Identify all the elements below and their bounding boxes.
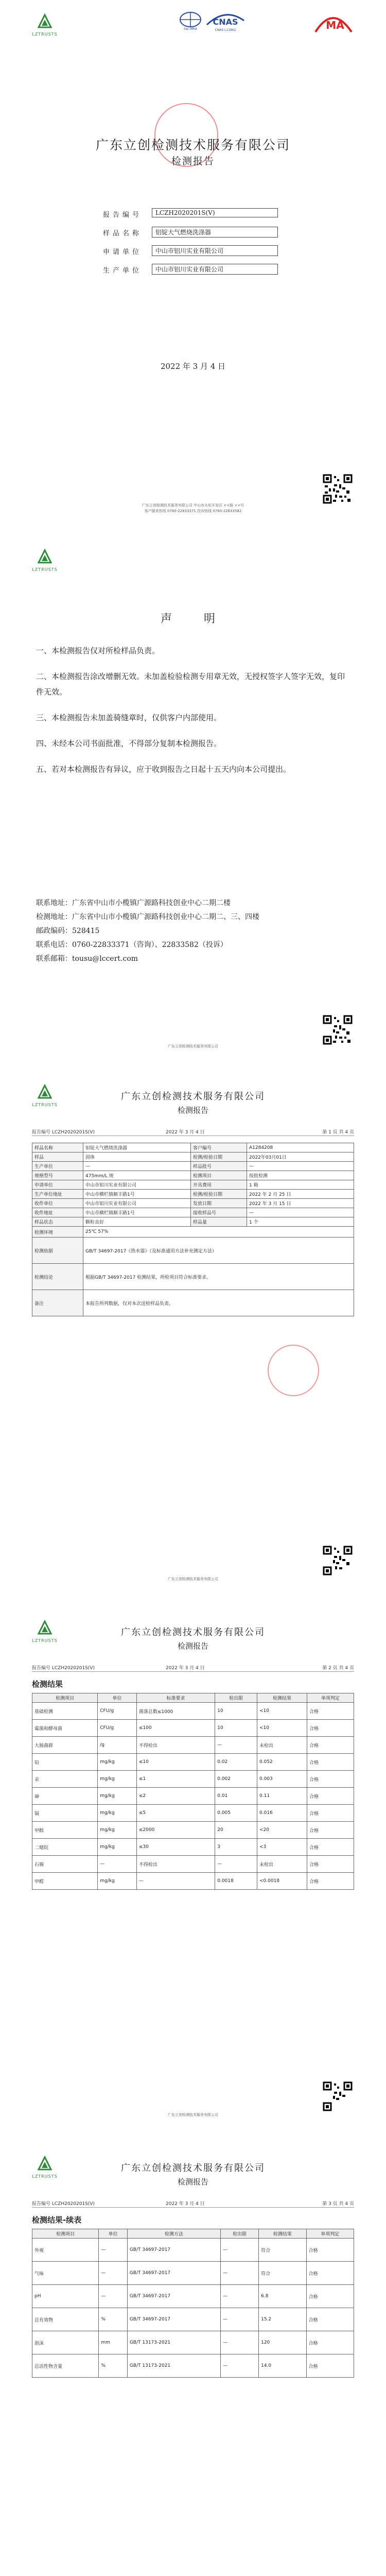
qr-code xyxy=(323,1015,353,1045)
contact-value: 广东省中山市小榄镇广源路科技创业中心二期二、三、四楼 xyxy=(72,913,259,921)
meta-report-no: 报告编号 LCZH2020201S(V) xyxy=(32,1130,95,1135)
header-title: 检测报告 xyxy=(177,1641,208,1651)
table-cell-value: GB/T 34697-2017《热水器》（及标准通用方法补充测定方法） xyxy=(83,1238,354,1264)
declaration-item: 一、本检测报告仅对所检样品负责。 xyxy=(36,646,160,655)
contact-email xyxy=(36,952,350,966)
table-cell: — xyxy=(221,2308,259,2331)
divider xyxy=(32,1671,354,1672)
field-label: 生产单位 xyxy=(103,267,143,275)
table-cell: 合格 xyxy=(307,1703,354,1720)
meta-page: 第 2 页 共 4 页 xyxy=(322,1666,354,1671)
table-cell: <10 xyxy=(257,1703,307,1720)
summary-page xyxy=(0,1082,386,1587)
logo-text: LZTRUSTS xyxy=(32,567,58,572)
table-cell: <10 xyxy=(257,1720,307,1737)
table-cell-label: 收件单位 xyxy=(32,1199,83,1208)
field-value: 中山市铝川实业有限公司 xyxy=(152,264,278,275)
table-cell-label: 检测/检验日期 xyxy=(191,1153,247,1162)
cnas-badge xyxy=(205,9,246,33)
table-cell-value: 1 箱 xyxy=(247,1180,354,1190)
cnas-number: CNAS L11862 xyxy=(215,28,236,32)
table-row xyxy=(32,2285,354,2308)
table-cell: 总有效物 xyxy=(32,2308,99,2331)
table-cell: 合格 xyxy=(307,1754,354,1771)
contact-postcode xyxy=(36,924,350,938)
table-row xyxy=(32,1720,354,1737)
report-meta xyxy=(32,2200,354,2206)
field-label: 申请单位 xyxy=(103,248,143,256)
meta-date: 2022 年 3 月 4 日 xyxy=(166,1130,205,1135)
contact-value: tousu@lccert.com xyxy=(72,955,138,963)
table-cell-label: 备注 xyxy=(32,1290,83,1316)
cnas-logo-icon xyxy=(205,9,246,33)
table-cell: 0.003 xyxy=(257,1771,307,1788)
table-cell-label: 申请单位 xyxy=(32,1180,83,1190)
table-cell: 10 xyxy=(215,1703,257,1720)
column-header: 检测项目 xyxy=(32,1693,98,1703)
table-cell: mg/kg xyxy=(98,1805,137,1822)
table-cell: 外观 xyxy=(32,2239,99,2262)
table-cell-label: 生产单位地址 xyxy=(32,1190,83,1199)
table-cell: 合格 xyxy=(307,1788,354,1805)
table-cell-value: — xyxy=(83,1162,191,1171)
ilac-globe-icon xyxy=(178,10,203,31)
table-cell: GB/T 34697-2017 xyxy=(127,2308,220,2331)
contact-phone xyxy=(36,938,350,952)
table-cell-label: 检测结论 xyxy=(32,1264,83,1290)
table-cell: 基础检测 xyxy=(32,1703,98,1720)
ma-badge xyxy=(311,11,355,34)
table-cell: 合格 xyxy=(306,2285,354,2308)
logo-text: LZTRUSTS xyxy=(32,1638,58,1643)
table-cell: — xyxy=(221,2262,259,2285)
table-cell: 甲醛 xyxy=(32,1873,98,1890)
table-cell: GB/T 34697-2017 xyxy=(127,2262,220,2285)
declaration-title: 声 明 xyxy=(160,613,225,625)
table-cell: 不得检出 xyxy=(136,1737,215,1754)
table-cell-value: 固体 xyxy=(83,1153,191,1162)
summary-table xyxy=(32,1143,354,1316)
table-cell-label: 样品批号 xyxy=(191,1162,247,1171)
table-row xyxy=(32,1171,354,1180)
lztrust-logo-icon xyxy=(36,549,54,566)
company-name: 广东立创检测技术服务有限公司 xyxy=(95,138,290,152)
table-row xyxy=(32,1190,354,1199)
results-table xyxy=(32,1693,354,1890)
meta-report-no: 报告编号 LCZH2020201S(V) xyxy=(32,1666,95,1671)
table-cell: 铅 xyxy=(32,1754,98,1771)
table-cell: — xyxy=(221,2285,259,2308)
column-header: 检测结果 xyxy=(257,1693,307,1703)
table-cell: <20 xyxy=(257,1822,307,1839)
column-header: 检出限 xyxy=(215,1693,257,1703)
column-header: 单项判定 xyxy=(307,1693,354,1703)
table-cell: 0.02 xyxy=(215,1754,257,1771)
table-cell-value: 1 个 xyxy=(247,1217,354,1227)
table-cell-label: 样品量 xyxy=(191,1217,247,1227)
table-cell: 14.0 xyxy=(259,2354,306,2378)
table-cell: 甲醇 xyxy=(32,1822,98,1839)
meta-date: 2022 年 3 月 4 日 xyxy=(166,2201,205,2207)
table-cell: ≤100 xyxy=(136,1720,215,1737)
table-cell: 未检出 xyxy=(257,1856,307,1873)
cnas-label: CNAS xyxy=(213,17,238,27)
table-cell: mg/kg xyxy=(98,1754,137,1771)
declaration-item: 三、本检测报告未加盖骑缝章时，仅供客户内部使用。 xyxy=(36,713,222,722)
footer-line: 广东立创检测技术服务有限公司 xyxy=(168,2113,218,2117)
table-cell: 合格 xyxy=(307,1771,354,1788)
contact-test-address xyxy=(36,910,350,924)
column-header: 单位 xyxy=(98,1693,137,1703)
table-cell-value: 2022年03月01日 xyxy=(247,1153,354,1162)
footer-line: 广东立创检测技术服务有限公司 中山市火炬开发区 ××路 ××号 xyxy=(142,503,244,507)
table-cell: 合格 xyxy=(307,1805,354,1822)
table-cell: 合格 xyxy=(307,1873,354,1890)
table-cell: 0.005 xyxy=(215,1805,257,1822)
contact-label: 联系邮箱： xyxy=(36,955,72,963)
table-cell-value: 按批检测 xyxy=(247,1171,354,1180)
table-cell: — xyxy=(215,1856,257,1873)
ilac-badge xyxy=(178,10,203,31)
table-row xyxy=(32,1873,354,1890)
qr-code xyxy=(323,1546,353,1575)
table-cell: ≤10 xyxy=(136,1754,215,1771)
table-cell: 合格 xyxy=(307,1856,354,1873)
table-cell: 0.052 xyxy=(257,1754,307,1771)
table-cell: 泡沫 xyxy=(32,2331,99,2354)
table-cell-value: 475mm/L 规 xyxy=(83,1171,191,1180)
table-cell: 气味 xyxy=(32,2262,99,2285)
table-cell: mg/kg xyxy=(98,1771,137,1788)
table-cell: 合格 xyxy=(306,2262,354,2285)
table-cell-label: 规格型号 xyxy=(32,1171,83,1180)
column-header: 单项判定 xyxy=(306,2229,354,2239)
table-cell: mg/kg xyxy=(98,1788,137,1805)
table-row xyxy=(32,1238,354,1264)
report-date: 2022 年 3 月 4 日 xyxy=(160,362,226,371)
table-cell: 符合 xyxy=(259,2262,306,2285)
results-page xyxy=(0,1618,386,2123)
table-cell-value: A1284208 xyxy=(247,1143,354,1153)
table-cell: 合格 xyxy=(306,2354,354,2378)
header-company: 广东立创检测技术服务有限公司 xyxy=(121,2163,265,2174)
table-cell: 3 xyxy=(215,1839,257,1856)
table-row xyxy=(32,2262,354,2285)
contact-value: 广东省中山市小榄镇广源路科技创业中心二期二楼 xyxy=(72,899,231,907)
declaration-item: 五、若对本检测报告有异议，应于收到报告之日起十五天内向本公司提出。 xyxy=(36,765,291,774)
column-header: 检出限 xyxy=(221,2229,259,2239)
header-company: 广东立创检测技术服务有限公司 xyxy=(121,1091,265,1102)
table-cell: mg/kg xyxy=(98,1873,137,1890)
table-cell-label: 样品名称 xyxy=(32,1143,83,1153)
table-row xyxy=(32,1290,354,1316)
table-cell: CFU/g xyxy=(98,1703,137,1720)
table-cell: 120 xyxy=(259,2331,306,2354)
info-row-sample-name xyxy=(103,228,278,239)
declaration-item: 四、未经本公司书面批准，不得部分复制本检测报告。 xyxy=(36,739,222,748)
contact-block xyxy=(36,896,350,966)
table-cell: 20 xyxy=(215,1822,257,1839)
table-cell-label: 客户编号 xyxy=(191,1143,247,1153)
qr-code-icon xyxy=(323,474,353,504)
declaration-page xyxy=(0,546,386,1051)
qr-code-icon xyxy=(323,1546,353,1575)
table-cell-label: 样品 xyxy=(32,1153,83,1162)
table-cell: 镉 xyxy=(32,1805,98,1822)
table-cell: ≤1 xyxy=(136,1771,215,1788)
table-row xyxy=(32,1208,354,1217)
contact-label: 联系地址： xyxy=(36,899,72,907)
table-cell: — xyxy=(221,2331,259,2354)
table-cell: — xyxy=(136,1873,215,1890)
section-heading: 检测结果 xyxy=(32,1680,63,1689)
table-cell: — xyxy=(98,1856,137,1873)
logo-text: LZTRUSTS xyxy=(32,1103,58,1107)
table-cell: — xyxy=(221,2239,259,2262)
table-cell: 汞 xyxy=(32,1771,98,1788)
table-row xyxy=(32,2331,354,2354)
column-header: 检测结果 xyxy=(259,2229,306,2239)
table-cell: 菌落总数≤1000 xyxy=(136,1703,215,1720)
column-header: 单位 xyxy=(99,2229,127,2239)
contact-label: 检测地址： xyxy=(36,913,72,921)
table-row xyxy=(32,1162,354,1171)
ma-label: MA xyxy=(326,19,344,31)
table-cell: GB/T 34697-2017 xyxy=(127,2285,220,2308)
lztrust-logo-icon xyxy=(36,13,54,31)
field-label: 样品名称 xyxy=(103,230,143,238)
field-label: 报告编号 xyxy=(103,211,143,219)
table-cell-value: 中山市横栏镇顺丰路1号 xyxy=(83,1208,191,1217)
table-cell: 霉菌和酵母菌 xyxy=(32,1720,98,1737)
table-cell: 10 xyxy=(215,1720,257,1737)
table-row xyxy=(32,1754,354,1771)
table-cell: 合格 xyxy=(307,1720,354,1737)
declaration-item: 二、本检测报告涂改增删无效。未加盖检验检测专用章无效，无授权签字人签字无效，复印件无效。 xyxy=(36,672,345,697)
table-cell-label: 发放日期 xyxy=(191,1199,247,1208)
contact-value: 0760-22833371（咨询）、22833582（投诉） xyxy=(72,941,227,949)
table-cell: 合格 xyxy=(306,2331,354,2354)
table-cell: <3 xyxy=(257,1839,307,1856)
table-cell: pH xyxy=(32,2285,99,2308)
table-cell: 合格 xyxy=(307,1737,354,1754)
table-cell: 0.016 xyxy=(257,1805,307,1822)
field-value: 铝锭大气燃烧洗涤器 xyxy=(152,227,278,238)
table-cell: mm xyxy=(99,2331,127,2354)
table-row xyxy=(32,1199,354,1208)
table-cell-label: 开具费用 xyxy=(191,1180,247,1190)
table-cell-value: 本报告所列数据，仅对本次送检样品负责。 xyxy=(83,1290,354,1316)
table-row xyxy=(32,1822,354,1839)
meta-page: 第 1 页 共 4 页 xyxy=(322,1130,354,1135)
meta-report-no: 报告编号 LCZH2020201S(V) xyxy=(32,2201,95,2207)
contact-value: 528415 xyxy=(72,927,100,935)
page-footer xyxy=(0,1044,386,1049)
table-cell-value: 铝锭大气燃烧洗涤器 xyxy=(83,1143,191,1153)
table-cell: GB/T 34697-2017 xyxy=(127,2239,220,2262)
contact-label: 联系电话： xyxy=(36,941,72,949)
table-cell-label: 检测依据 xyxy=(32,1238,83,1264)
table-cell-value: 中山市铝川实业有限公司 xyxy=(83,1180,191,1190)
section-heading: 检测结果-续表 xyxy=(32,2215,82,2225)
info-row-manufacturer xyxy=(103,265,278,276)
table-cell: 合格 xyxy=(307,1839,354,1856)
table-cell: 合格 xyxy=(307,1822,354,1839)
table-cell: CFU/g xyxy=(98,1720,137,1737)
table-cell: % xyxy=(99,2354,127,2378)
table-cell-value: 2022 年 2 月 25 日 xyxy=(247,1190,354,1199)
header-title: 检测报告 xyxy=(177,1106,208,1115)
info-row-report-no xyxy=(103,209,278,221)
field-value: 中山市铝川实业有限公司 xyxy=(152,245,278,256)
report-meta xyxy=(32,1128,354,1134)
table-row xyxy=(32,2239,354,2262)
table-cell: 0.002 xyxy=(215,1771,257,1788)
table-cell: — xyxy=(99,2285,127,2308)
table-row xyxy=(32,1737,354,1754)
header-company: 广东立创检测技术服务有限公司 xyxy=(121,1627,265,1638)
table-row xyxy=(32,1264,354,1290)
cma-logo-icon xyxy=(311,11,355,34)
table-row xyxy=(32,1217,354,1227)
table-cell-label: 生产单位 xyxy=(32,1162,83,1171)
table-cell: <0.0018 xyxy=(257,1873,307,1890)
table-cell: GB/T 13173-2021 xyxy=(127,2331,220,2354)
table-cell: 合格 xyxy=(306,2308,354,2331)
table-cell-label: 检测项目 xyxy=(191,1171,247,1180)
column-header: 检测方法 xyxy=(127,2229,220,2239)
table-cell: 合格 xyxy=(306,2239,354,2262)
table-cell: GB/T 13173-2021 xyxy=(127,2354,220,2378)
qr-code xyxy=(323,474,353,504)
table-cell-label: 检测环境 xyxy=(32,1227,83,1238)
table-cell: 砷 xyxy=(32,1788,98,1805)
meta-page: 第 3 页 共 4 页 xyxy=(322,2201,354,2207)
table-cell-value: 中山市横栏镇顺丰路1号 xyxy=(83,1190,191,1199)
table-row xyxy=(32,1143,354,1153)
table-cell: 0.11 xyxy=(257,1788,307,1805)
page-footer xyxy=(0,503,386,514)
table-cell: 0.0018 xyxy=(215,1873,257,1890)
inspection-seal-stamp xyxy=(268,1345,319,1396)
table-cell-value: 2022 年 3 月 15 日 xyxy=(247,1199,354,1208)
contact-label: 邮政编码： xyxy=(36,927,72,935)
footer-line: 客户服务热线 0760-22833371 投诉热线 0760-22833582 xyxy=(144,509,242,513)
table-cell: 6.8 xyxy=(259,2285,306,2308)
report-meta xyxy=(32,1664,354,1670)
table-cell-label: 接收样品号 xyxy=(191,1208,247,1217)
table-row xyxy=(32,1839,354,1856)
table-row xyxy=(32,1805,354,1822)
meta-date: 2022 年 3 月 4 日 xyxy=(166,1666,205,1671)
table-cell: /g xyxy=(98,1737,137,1754)
table-row xyxy=(32,1703,354,1720)
logo-text: LZTRUSTS xyxy=(32,2174,58,2179)
table-cell: mg/kg xyxy=(98,1822,137,1839)
divider xyxy=(32,2207,354,2208)
table-cell: 0.01 xyxy=(215,1788,257,1805)
footer-line: 广东立创检测技术服务有限公司 xyxy=(168,1044,218,1048)
table-row xyxy=(32,1180,354,1190)
table-cell: 二噁烷 xyxy=(32,1839,98,1856)
contact-address xyxy=(36,896,350,910)
table-cell: 总活性物含量 xyxy=(32,2354,99,2378)
info-row-applicant xyxy=(103,246,278,258)
table-cell-value: — xyxy=(247,1208,354,1217)
company-logo xyxy=(32,549,58,572)
table-cell: — xyxy=(221,2354,259,2378)
table-cell: % xyxy=(99,2308,127,2331)
table-cell-value: 中山市铝川实业有限公司 xyxy=(83,1199,191,1208)
page-footer xyxy=(0,1577,386,1582)
table-cell-value: — xyxy=(247,1162,354,1171)
table-cell: 大肠菌群 xyxy=(32,1737,98,1754)
table-row xyxy=(32,2354,354,2378)
table-cell: 未检出 xyxy=(257,1737,307,1754)
qr-code-icon xyxy=(323,1015,353,1045)
table-cell: ≤2 xyxy=(136,1788,215,1805)
logo-text: LZTRUSTS xyxy=(32,32,58,37)
qr-code xyxy=(323,2081,353,2111)
table-row xyxy=(32,1227,354,1238)
table-row xyxy=(32,1771,354,1788)
table-row xyxy=(32,1856,354,1873)
table-cell-value: 颗粒良好 xyxy=(83,1217,191,1227)
table-cell: 符合 xyxy=(259,2239,306,2262)
table-cell-value: 25℃ 57% xyxy=(83,1227,354,1238)
table-cell: 石棉 xyxy=(32,1856,98,1873)
header-title: 检测报告 xyxy=(177,2177,208,2187)
column-header: 标准要求 xyxy=(136,1693,215,1703)
company-logo xyxy=(32,13,58,37)
table-cell: 15.2 xyxy=(259,2308,306,2331)
ilac-label: ilac-MRA xyxy=(184,27,197,31)
column-header: 检测项目 xyxy=(32,2229,99,2239)
table-cell: — xyxy=(99,2262,127,2285)
footer-line: 广东立创检测技术服务有限公司 xyxy=(168,1577,218,1581)
table-cell: mg/kg xyxy=(98,1839,137,1856)
table-cell: ≤2000 xyxy=(136,1822,215,1839)
table-cell-label: 检测/检验日期 xyxy=(191,1190,247,1199)
field-value: LCZH2020201S(V) xyxy=(152,208,278,217)
results-table xyxy=(32,2229,354,2378)
table-row xyxy=(32,1788,354,1805)
table-cell-label: 样品状态 xyxy=(32,1217,83,1227)
table-cell-value: 根据GB/T 34697-2017 检测结果，所检项目符合标准要求。 xyxy=(83,1264,354,1290)
table-row xyxy=(32,1153,354,1162)
report-title: 检测报告 xyxy=(171,156,215,167)
page-footer xyxy=(0,2112,386,2118)
table-cell-label: 收件地址 xyxy=(32,1208,83,1217)
table-cell: ≤5 xyxy=(136,1805,215,1822)
qr-code-icon xyxy=(323,2081,353,2111)
table-cell: ≤30 xyxy=(136,1839,215,1856)
table-row xyxy=(32,2308,354,2331)
cover-page xyxy=(0,0,386,515)
table-cell: 不得检出 xyxy=(136,1856,215,1873)
results-cont-page xyxy=(0,2154,386,2576)
table-cell: — xyxy=(99,2239,127,2262)
table-cell: — xyxy=(215,1737,257,1754)
